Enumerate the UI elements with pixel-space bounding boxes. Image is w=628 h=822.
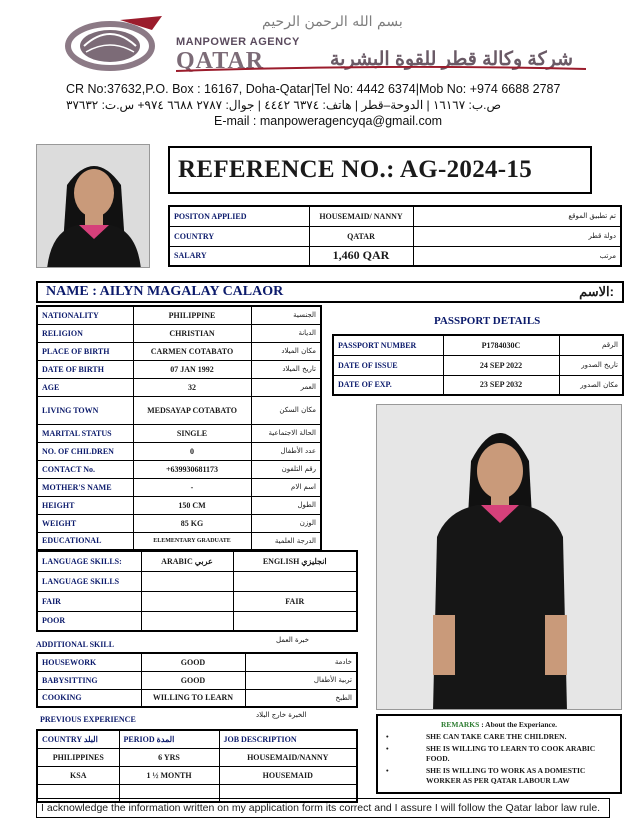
row-label: PASSPORT NUMBER <box>333 335 443 355</box>
agency-name-qatar: QATAR <box>176 48 265 74</box>
reference-number: REFERENCE NO.: AG-2024-15 <box>178 156 533 183</box>
row-label: MOTHER'S NAME <box>37 478 133 496</box>
remarks-title-rest: : About the Experiance. <box>481 720 558 729</box>
previous-experience-title: PREVIOUS EXPERIENCE <box>40 715 136 724</box>
row-label-ar: الديانة <box>251 324 321 342</box>
position-ar: تم تطبيق الموقع <box>413 206 621 226</box>
table-row <box>333 335 623 355</box>
passport-table <box>332 334 624 396</box>
table-row <box>37 342 321 360</box>
table-row <box>37 671 357 689</box>
table-row <box>333 355 623 375</box>
row-value: 32 <box>133 378 251 396</box>
name-bar <box>36 281 624 303</box>
table-row <box>169 206 621 226</box>
row-label: DATE OF EXP. <box>333 375 443 395</box>
list-item: • SHE IS WILLING TO LEARN TO COOK ARABIC FOOD. <box>384 744 614 764</box>
row-label: RELIGION <box>37 324 133 342</box>
row-label-ar: الرقم <box>559 335 623 355</box>
table-row <box>37 514 321 532</box>
additional-skill-table <box>36 652 358 708</box>
country-value: QATAR <box>309 226 413 246</box>
row-value: PHILIPPINE <box>133 306 251 324</box>
row-label-ar: عدد الأطفال <box>251 442 321 460</box>
applicant-photo-full <box>376 404 622 710</box>
row-label: BABYSITTING <box>37 671 141 689</box>
row-label-ar: الحالة الاجتماعية <box>251 424 321 442</box>
row-label: HEIGHT <box>37 496 133 514</box>
row-label: PLACE OF BIRTH <box>37 342 133 360</box>
row-label: LIVING TOWN <box>37 396 133 424</box>
row-value: ELEMENTARY GRADUATE <box>133 532 251 550</box>
row-label: DATE OF BIRTH <box>37 360 133 378</box>
arabic-header: ARABIC عربي <box>141 551 233 571</box>
salary-label: SALARY <box>169 246 309 266</box>
row-value: 24 SEP 2022 <box>443 355 559 375</box>
english-header: ENGLISH انجليزي <box>233 551 357 571</box>
exp-period-header: PERIOD المدة <box>119 730 219 748</box>
contact-line-en: CR No:37632,P.O. Box : 16167, Doha-Qatar|Tel No: 4442 6374|Mob No: +974 6688 2787 <box>66 82 561 96</box>
table-row <box>37 748 357 766</box>
basmala-calligraphy: بسم الله الرحمن الرحيم <box>262 14 403 30</box>
remarks-list <box>384 732 614 786</box>
passport-details-title: PASSPORT DETAILS <box>434 315 541 327</box>
row-label-ar: الطول <box>251 496 321 514</box>
reference-box <box>168 146 592 194</box>
row-label: WEIGHT <box>37 514 133 532</box>
exp-period: 1 ½ MONTH <box>119 766 219 784</box>
salary-ar: مرتب <box>413 246 621 266</box>
row-label: MARITAL STATUS <box>37 424 133 442</box>
list-item: • SHE IS WILLING TO WORK AS A DOMESTIC WORKER AS PER QATAR LABOUR LAW <box>384 766 614 786</box>
row-label-ar: تربية الأطفال <box>245 671 357 689</box>
country-label: COUNTRY <box>169 226 309 246</box>
table-row <box>37 442 321 460</box>
row-label-ar: الجنسية <box>251 306 321 324</box>
remarks-title-keyword: REMARKS <box>440 720 480 729</box>
row-label: COOKING <box>37 689 141 707</box>
row-label: CONTACT No. <box>37 460 133 478</box>
row-label-ar: الدرجة العلمية <box>251 532 321 550</box>
table-row <box>37 478 321 496</box>
table-row <box>37 378 321 396</box>
row-label: HOUSEWORK <box>37 653 141 671</box>
applicant-photo-small <box>36 144 150 268</box>
row-value: 07 JAN 1992 <box>133 360 251 378</box>
table-row <box>37 730 357 748</box>
exp-country: PHILIPPINES <box>37 748 119 766</box>
row-label: EDUCATIONAL <box>37 532 133 550</box>
table-row <box>37 306 321 324</box>
row-value: CARMEN COTABATO <box>133 342 251 360</box>
table-row <box>333 375 623 395</box>
row-label: DATE OF ISSUE <box>333 355 443 375</box>
row-value: 23 SEP 2032 <box>443 375 559 395</box>
language-skills-header: LANGUAGE SKILLS: <box>37 551 141 571</box>
row-value: 0 <box>133 442 251 460</box>
table-row <box>37 460 321 478</box>
header-swash <box>176 66 586 72</box>
table-row <box>37 396 321 424</box>
table-row <box>37 551 357 571</box>
personal-details-table <box>36 305 322 551</box>
position-table <box>168 205 622 267</box>
row-value: - <box>133 478 251 496</box>
agency-logo <box>64 16 164 72</box>
agency-name-en: MANPOWER AGENCY <box>176 36 300 48</box>
table-row <box>37 496 321 514</box>
agency-name-ar: شركة وكالة قطر للقوة البشرية <box>330 49 574 70</box>
exp-country: KSA <box>37 766 119 784</box>
row-label-ar: الوزن <box>251 514 321 532</box>
row-value: P1784030C <box>443 335 559 355</box>
row-label-ar: مكان الصدور <box>559 375 623 395</box>
english-fair-value: FAIR <box>233 591 357 611</box>
row-label: NATIONALITY <box>37 306 133 324</box>
row-value: MEDSAYAP COTABATO <box>133 396 251 424</box>
table-row <box>37 653 357 671</box>
row-value: GOOD <box>141 671 245 689</box>
table-row <box>169 246 621 266</box>
exp-period: 6 YRS <box>119 748 219 766</box>
row-value: GOOD <box>141 653 245 671</box>
row-label-ar: تاريخ الصدور <box>559 355 623 375</box>
country-ar: دولة قطر <box>413 226 621 246</box>
exp-job: HOUSEMAID <box>219 766 357 784</box>
applicant-name: NAME : AILYN MAGALAY CALAOR <box>46 284 284 299</box>
row-label-ar: تاريخ الميلاد <box>251 360 321 378</box>
row-label-ar: رقم التلفون <box>251 460 321 478</box>
contact-email: E-mail : manpoweragencyqa@gmail.com <box>214 114 443 128</box>
table-row <box>37 424 321 442</box>
additional-skill-title: ADDITIONAL SKILL <box>36 640 115 649</box>
exp-job-header: JOB DESCRIPTION <box>219 730 357 748</box>
exp-country-header: COUNTRY البلد <box>37 730 119 748</box>
salary-value: 1,460 QAR <box>309 246 413 266</box>
row-label-ar: الطبخ <box>245 689 357 707</box>
poor-label: POOR <box>37 611 141 631</box>
table-row <box>37 360 321 378</box>
table-row <box>37 591 357 611</box>
exp-job: HOUSEMAID/NANNY <box>219 748 357 766</box>
table-row <box>37 571 357 591</box>
row-label: AGE <box>37 378 133 396</box>
row-value: 85 KG <box>133 514 251 532</box>
list-item: • SHE CAN TAKE CARE THE CHILDREN. <box>384 732 614 742</box>
row-label-ar: اسم الام <box>251 478 321 496</box>
table-row <box>37 611 357 631</box>
table-row <box>37 766 357 784</box>
row-value: 150 CM <box>133 496 251 514</box>
row-label-ar: خادمة <box>245 653 357 671</box>
row-value: +639930681173 <box>133 460 251 478</box>
position-value: HOUSEMAID/ NANNY <box>309 206 413 226</box>
row-label-ar: العمر <box>251 378 321 396</box>
position-label: POSITON APPLIED <box>169 206 309 226</box>
row-label: NO. OF CHILDREN <box>37 442 133 460</box>
row-value: WILLING TO LEARN <box>141 689 245 707</box>
fair-label: FAIR <box>37 591 141 611</box>
table-row <box>37 689 357 707</box>
remarks-title <box>384 720 614 729</box>
language-skills-table <box>36 550 358 632</box>
table-row <box>169 226 621 246</box>
language-skills-row-label: LANGUAGE SKILLS <box>37 571 141 591</box>
contact-line-ar: ص.ب: ١٦١٦٧ | الدوحة–قطر | هاتف: ٦٣٧٤ ٤٤٤٢ | جوال: ٢٧٨٧ ٦٦٨٨ ٩٧٤+ س.ت: ٣٧٦٣٢ <box>66 98 501 112</box>
acknowledgement-statement: I acknowledge the information written on my application form its correct and I assure I will follow the Qatar labor law rule. <box>36 798 610 818</box>
experience-table <box>36 729 358 803</box>
previous-experience-ar: الخبرة خارج البلاد <box>256 711 307 719</box>
table-row <box>37 324 321 342</box>
table-row <box>37 532 321 550</box>
remarks-box <box>376 714 622 794</box>
applicant-name-ar-label: الاسم: <box>579 284 614 299</box>
row-value: CHRISTIAN <box>133 324 251 342</box>
additional-skill-ar: خبرة العمل <box>276 636 309 644</box>
row-label-ar: مكان الميلاد <box>251 342 321 360</box>
row-label-ar: مكان السكن <box>251 396 321 424</box>
row-value: SINGLE <box>133 424 251 442</box>
